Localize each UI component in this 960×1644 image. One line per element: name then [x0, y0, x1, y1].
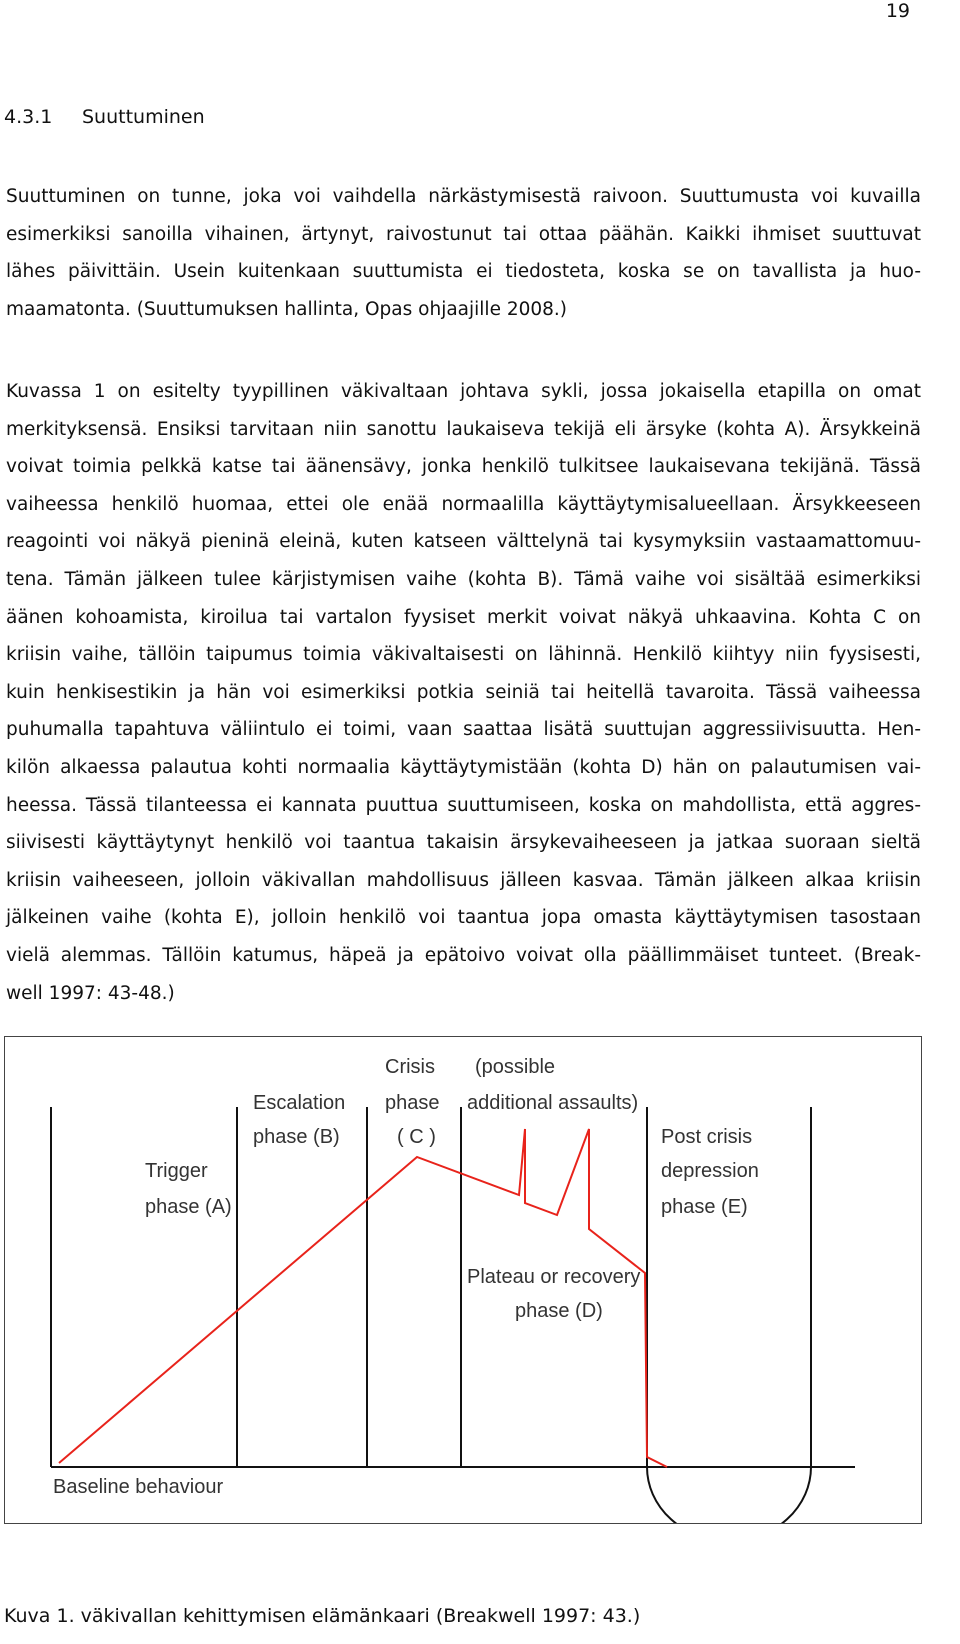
paragraph-line: tena. Tämän jälkeen tulee kärjistymisen vaihe (kohta B). Tämä vaihe voi sisältää esimerkiksi — [6, 568, 921, 590]
crisis-label-3: ( C ) — [397, 1126, 436, 1148]
trigger-label-2: phase (A) — [145, 1196, 232, 1218]
section-title: Suuttuminen — [82, 106, 205, 128]
paragraph-line: Kuvassa 1 on esitelty tyypillinen väkivaltaan johtava sykli, jossa jokaisella etapilla on omat — [6, 381, 921, 402]
paragraph-line: vaiheessa henkilö huomaa, ettei ole enää normaalilla käyttäytymisalueellaan. Ärsykkeeseen — [6, 493, 921, 515]
paragraph-line: äänen kohoamista, kiroilua tai vartalon fyysiset merkit voivat näkyä uhkaavina. Kohta C on — [6, 606, 921, 628]
post-crisis-label-3: phase (E) — [661, 1196, 748, 1218]
paragraph-line: voivat toimia pelkkä katse tai äänensävy, jonka henkilö tulkitsee laukaisevana tekijänä. Tässä — [6, 456, 921, 478]
plateau-label-1: Plateau or recovery — [467, 1266, 641, 1288]
section-heading — [4, 106, 205, 128]
post-crisis-label-1: Post crisis — [661, 1126, 753, 1148]
paragraph-line: maamatonta. (Suuttumuksen hallinta, Opas ohjaajille 2008.) — [6, 298, 568, 320]
paragraph-line: vielä alemmas. Tällöin katumus, häpeä ja epätoivo voivat olla päällimmäiset tunteet. (Break- — [6, 944, 921, 966]
figure-caption: Kuva 1. väkivallan kehittymisen elämänkaari (Breakwell 1997: 43.) — [4, 1605, 641, 1627]
paragraph-line: jälkeinen vaihe (kohta E), jolloin henkilö voi taantua jopa omasta käyttäytymisen tasostaan — [6, 907, 921, 929]
possible-assaults-label-1: (possible — [475, 1056, 556, 1078]
paragraph-line: heessa. Tässä tilanteessa ei kannata puuttua suuttumiseen, koska on mahdollista, että aggres- — [6, 794, 921, 816]
paragraph-line: kilön alkaessa palautua kohti normaalia käyttäytymistään (kohta D) hän on palautumisen vai- — [6, 756, 921, 778]
paragraph-line: puhumalla tapahtuva väliintulo ei toimi, vaan saattaa lisätä suuttujan aggressiivisuutta. Hen- — [6, 719, 921, 741]
violence-cycle-figure — [4, 1036, 922, 1524]
paragraph-1 — [6, 178, 921, 328]
plateau-label-2: phase (D) — [515, 1300, 603, 1322]
crisis-label-2: phase — [385, 1092, 440, 1114]
paragraph-line: merkityksensä. Ensiksi tarvitaan niin sanottu laukaiseva tekijä eli ärsyke (kohta A). Ärsykkeinä — [6, 418, 921, 440]
crisis-label-1: Crisis — [385, 1056, 435, 1078]
paragraph-line: kriisin vaihe, tällöin taipumus toimia väkivaltaisesti on lähinnä. Henkilö kiihtyy niin fyysisesti, — [6, 644, 921, 666]
paragraph-line: reagointi voi näkyä pieninä eleinä, kuten katseen välttelynä tai kysymyksiin vastaamattomuu- — [6, 531, 921, 553]
post-crisis-label-2: depression — [661, 1160, 759, 1182]
section-number: 4.3.1 — [4, 106, 53, 128]
escalation-label-2: phase (B) — [253, 1126, 340, 1148]
paragraph-line: lähes päivittäin. Usein kuitenkaan suuttumista ei tiedosteta, koska se on tavallista ja huo- — [6, 261, 921, 283]
possible-assaults-label-2: additional assaults) — [467, 1092, 639, 1114]
trigger-label-1: Trigger — [145, 1160, 208, 1182]
escalation-label-1: Escalation — [253, 1092, 346, 1114]
paragraph-line: kriisin vaiheeseen, jolloin väkivallan mahdollisuus jälleen kasvaa. Tämän jälkeen alkaa kriisin — [6, 869, 921, 891]
paragraph-line: esimerkiksi sanoilla vihainen, ärtynyt, raivostunut tai ottaa päähän. Kaikki ihmiset suuttuvat — [6, 223, 921, 245]
paragraph-line: well 1997: 43-48.) — [6, 982, 175, 1004]
paragraph-2 — [6, 373, 921, 1012]
paragraph-line: Suuttuminen on tunne, joka voi vaihdella närkästymisestä raivoon. Suuttumusta voi kuvailla — [6, 186, 921, 207]
depression-dip-curve — [647, 1467, 811, 1523]
paragraph-line: kuin henkisestikin ja hän voi esimerkiksi potkia seiniä tai heitellä tavaroita. Tässä vaiheessa — [6, 681, 921, 703]
figure-diagram — [5, 1037, 921, 1523]
baseline-label: Baseline behaviour — [53, 1476, 224, 1498]
page-number: 19 — [885, 0, 910, 22]
paragraph-line: siivisesti käyttäytynyt henkilö voi taantua takaisin ärsykevaiheeseen ja jatkaa suoraan sieltä — [6, 832, 921, 854]
